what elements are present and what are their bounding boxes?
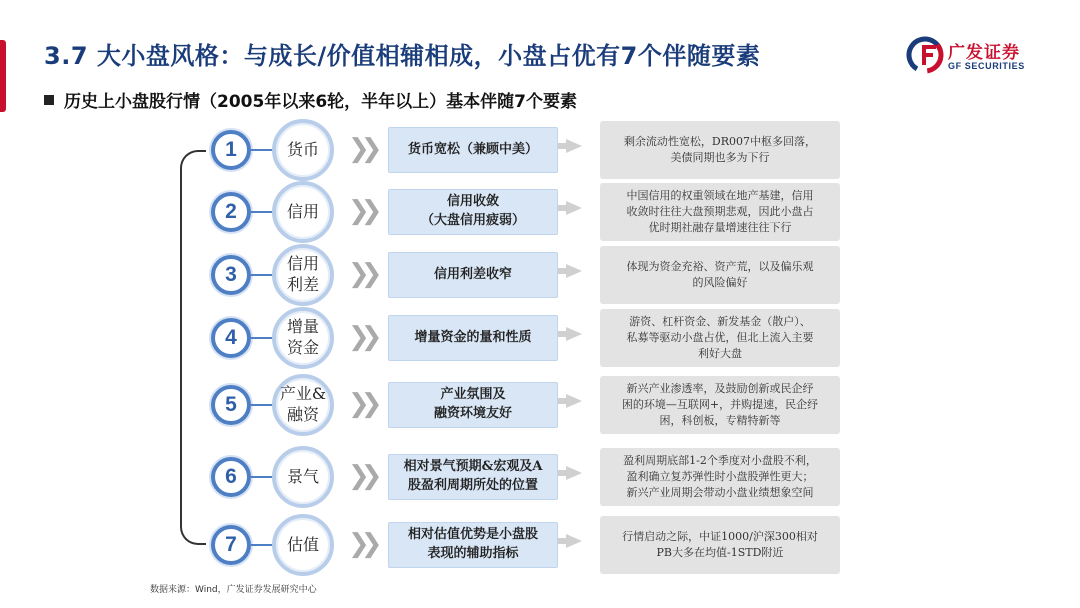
factor-number-badge: 3 <box>211 255 251 295</box>
factor-description: 盈利周期底部1-2个季度对小盘股不利， 盈利确立复苏弹性时小盘股弹性更大； 新兴产业周期会带动小盘业绩想象空间 <box>600 448 840 506</box>
arrow-right-icon <box>566 394 582 408</box>
factor-number-badge: 5 <box>211 385 251 425</box>
factor-number-badge: 4 <box>211 318 251 358</box>
page-title: 3.7 大小盘风格：与成长/价值相辅相成，小盘占优有7个伴随要素 <box>44 42 761 70</box>
arrow-right-icon <box>566 264 582 278</box>
double-chevron-icon: ❯❯ <box>348 529 374 559</box>
double-chevron-icon: ❯❯ <box>348 134 374 164</box>
page-subtitle <box>44 87 577 112</box>
logo-text-en: GF SECURITIES <box>948 61 1025 71</box>
arrow-right-icon <box>566 139 582 153</box>
double-chevron-icon: ❯❯ <box>348 322 374 352</box>
factor-row <box>0 242 1080 308</box>
factor-category-circle: 估值 <box>272 514 334 576</box>
factor-number-badge: 6 <box>211 457 251 497</box>
factor-number-badge: 2 <box>211 192 251 232</box>
factor-category-circle: 产业& 融资 <box>272 374 334 436</box>
connector-line <box>251 149 273 151</box>
arrow-right-icon <box>566 201 582 215</box>
arrow-right-icon <box>566 534 582 548</box>
factor-box: 信用收敛 （大盘信用疲弱） <box>388 189 558 235</box>
factor-row <box>0 117 1080 183</box>
factor-category-circle: 信用 <box>272 181 334 243</box>
factor-row <box>0 372 1080 438</box>
subtitle-text: 历史上小盘股行情（2005年以来6轮，半年以上）基本伴随7个要素 <box>64 92 577 112</box>
factor-number-badge: 7 <box>211 525 251 565</box>
bullet-square-icon <box>44 95 54 105</box>
double-chevron-icon: ❯❯ <box>348 461 374 491</box>
factor-row <box>0 305 1080 371</box>
logo-text-cn: 广发证券 <box>948 43 1020 63</box>
factor-category-circle: 信用 利差 <box>272 244 334 306</box>
data-source-note: 数据来源：Wind，广发证券发展研究中心 <box>150 585 317 595</box>
gf-logo-icon <box>906 36 944 74</box>
section-accent-bar <box>0 40 6 112</box>
gf-securities-logo <box>906 36 1046 76</box>
factor-number-badge: 1 <box>211 130 251 170</box>
factor-description: 行情启动之际，中证1000/沪深300相对 PB大多在均值-1STD附近 <box>600 516 840 574</box>
connector-line <box>251 274 273 276</box>
factor-description: 新兴产业渗透率，及鼓励创新或民企纾 困的环境—互联网+，并购提速，民企纾 困，科创板，专精特新等 <box>600 376 840 434</box>
factor-row <box>0 179 1080 245</box>
factor-description: 游资、杠杆资金、新发基金（散户）、 私募等驱动小盘占优，但北上流入主要 利好大盘 <box>600 309 840 367</box>
factor-description: 剩余流动性宽松，DR007中枢多回落， 美债同期也多为下行 <box>600 121 840 179</box>
factor-category-circle: 货币 <box>272 119 334 181</box>
double-chevron-icon: ❯❯ <box>348 259 374 289</box>
factor-box: 增量资金的量和性质 <box>388 315 558 361</box>
arrow-right-icon <box>566 466 582 480</box>
factor-category-circle: 景气 <box>272 446 334 508</box>
double-chevron-icon: ❯❯ <box>348 389 374 419</box>
factor-row <box>0 512 1080 578</box>
connector-line <box>251 404 273 406</box>
connector-line <box>251 544 273 546</box>
factor-category-circle: 增量 资金 <box>272 307 334 369</box>
double-chevron-icon: ❯❯ <box>348 196 374 226</box>
connector-line <box>251 476 273 478</box>
factor-row <box>0 444 1080 510</box>
factor-box: 信用利差收窄 <box>388 252 558 298</box>
factor-description: 中国信用的权重领域在地产基建，信用 收敛时往往大盘预期悲观，因此小盘占 优时期社融存量增速往往下行 <box>600 183 840 241</box>
arrow-right-icon <box>566 327 582 341</box>
connector-line <box>251 211 273 213</box>
factor-box: 产业氛围及 融资环境友好 <box>388 382 558 428</box>
factor-box: 货币宽松（兼顾中美） <box>388 127 558 173</box>
factor-description: 体现为资金充裕、资产荒，以及偏乐观 的风险偏好 <box>600 246 840 304</box>
factor-box: 相对估值优势是小盘股 表现的辅助指标 <box>388 522 558 568</box>
factor-box: 相对景气预期&宏观及A 股盈利周期所处的位置 <box>388 454 558 500</box>
connector-line <box>251 337 273 339</box>
